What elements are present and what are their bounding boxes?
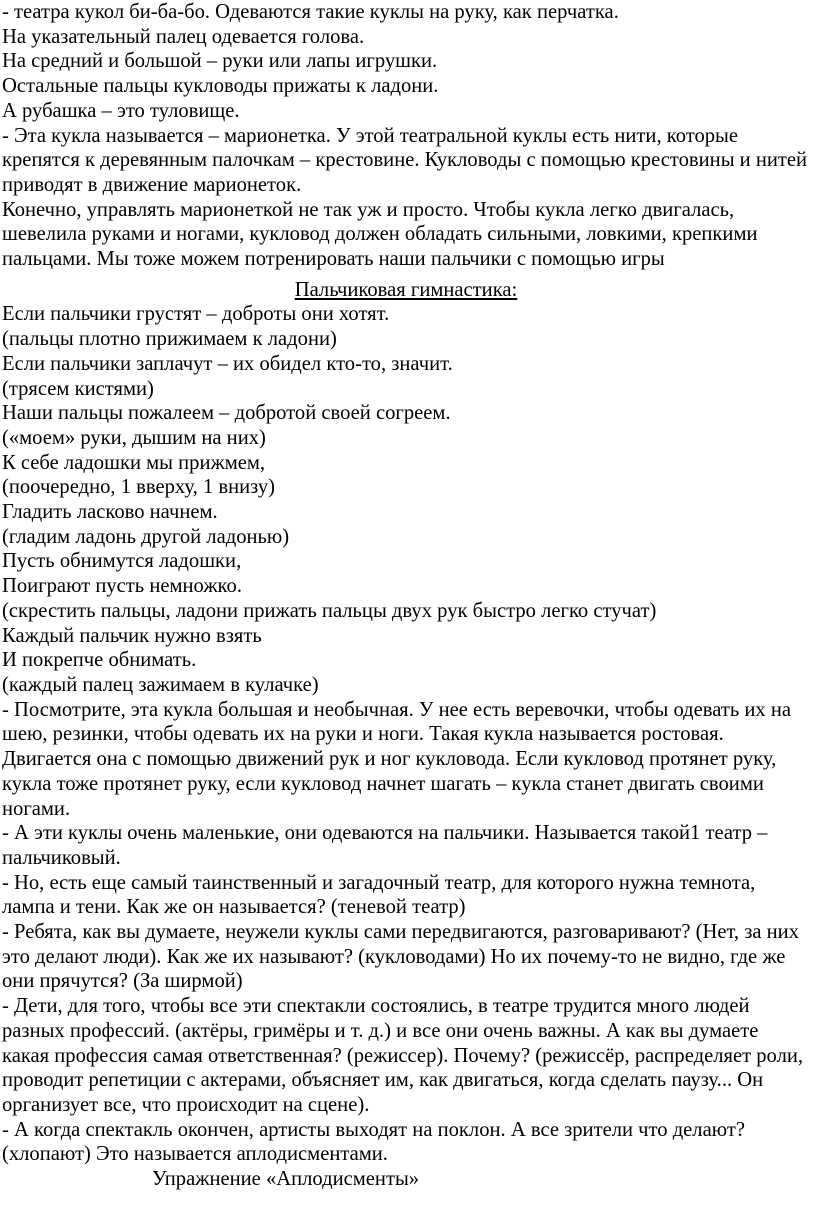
exercise-title: Упражнение «Аплодисменты» — [152, 1168, 420, 1191]
verse-line: («моем» руки, дышим на них) — [2, 426, 266, 449]
verse-line: Наши пальцы пожалеем – добротой своей согреем. — [2, 402, 451, 425]
closing-paragraph: - Но, есть еще самый таинственный и загадочный театр, для которого нужна темнота, лампа и тени. Как же он называется? (теневой театр) — [2, 871, 761, 919]
verse-line: К себе ладошки мы прижмем, — [2, 451, 266, 474]
closing-paragraph: - А эти куклы очень маленькие, они одеваются на пальчики. Называется такой1 театр – пальчиковый. — [2, 822, 773, 869]
intro-block — [2, 0, 813, 272]
gymnastics-title: Пальчиковая гимнастика: — [294, 278, 518, 301]
intro-line: На средний и большой – руки или лапы игрушки. — [2, 50, 438, 73]
intro-line: А рубашка – это туловище. — [2, 99, 240, 122]
verse-line: (трясем кистями) — [2, 377, 154, 400]
control-paragraph: Конечно, управлять марионеткой не так уж и просто. Чтобы кукла легко двигалась, шевелила руками и ногами, кукловод должен обладать сильными, ловкими, крепкими пальцами. Мы тоже можем потренировать наши пальчики с помощью игры — [2, 198, 763, 271]
verse-line: (гладим ладонь другой ладонью) — [2, 525, 290, 548]
intro-line: Остальные пальцы кукловоды прижаты к ладони. — [2, 75, 439, 98]
verse-line: Поиграют пусть немножко. — [2, 575, 242, 598]
closing-block — [2, 698, 810, 1167]
verse-line: Пусть обнимутся ладошки, — [2, 550, 242, 573]
closing-paragraph: - А когда спектакль окончен, артисты выходят на поклон. А все зрители что делают? (хлопают) Это называется аплодисментами. — [2, 1118, 751, 1166]
verse-line: (каждый палец зажимаем в кулачке) — [2, 673, 319, 696]
verse-line: Если пальчики заплачут – их обидел кто-то, значит. — [2, 352, 453, 375]
closing-paragraph: - Дети, для того, чтобы все эти спектакли состоялись, в театре трудится много людей разных профессий. (актёры, гримёры и т. д.) и все они очень важны. А как вы думаете какая профессия самая ответственная? (режиссер). Почему? (режиссёр, распределяет роли, проводит репетиции с актерами, объясняет им, как двигаться, когда сделать паузу... Он организует все, что происходит на сцене). — [2, 995, 809, 1116]
gymnastics-verse — [2, 302, 810, 697]
verse-line: Каждый пальчик нужно взять — [2, 624, 262, 647]
verse-line: И покрепче обнимать. — [2, 649, 197, 672]
closing-paragraph: - Посмотрите, эта кукла большая и необычная. У нее есть веревочки, чтобы одевать их на шею, резинки, чтобы одевать их на руки и ноги. Такая кукла называется ростовая. Двигается она с помощью движений рук и ног кукловода. Если кукловод протянет руку, кукла тоже протянет руку, если кукловод начнет шагать – кукла станет двигать своими ногами. — [2, 698, 797, 820]
intro-line: - театра кукол би-ба-бо. Одеваются такие куклы на руку, как перчатка. — [2, 1, 619, 23]
verse-line: (пальцы плотно прижимаем к ладони) — [2, 328, 337, 351]
verse-line: (скрестить пальцы, ладони прижать пальцы двух рук быстро легко стучат) — [2, 599, 657, 622]
verse-line: (поочередно, 1 вверху, 1 внизу) — [2, 476, 276, 499]
verse-line: Гладить ласково начнем. — [2, 501, 218, 524]
verse-line: Если пальчики грустят – доброты они хотят. — [2, 303, 390, 326]
intro-line: На указательный палец одевается голова. — [2, 25, 365, 48]
closing-paragraph: - Ребята, как вы думаете, неужели куклы сами передвигаются, разговаривают? (Нет, за них это делают люди). Как же их называют? (кукловодами) Но их почему-то не видно, где же они прячутся? (За ширмой) — [2, 921, 805, 993]
marionette-paragraph: - Эта кукла называется – марионетка. У этой театральной куклы есть нити, которые крепятся к деревянным палочкам – крестовине. Кукловоды с помощью крестовины и нитей приводят в движение марионеток. — [2, 124, 813, 196]
